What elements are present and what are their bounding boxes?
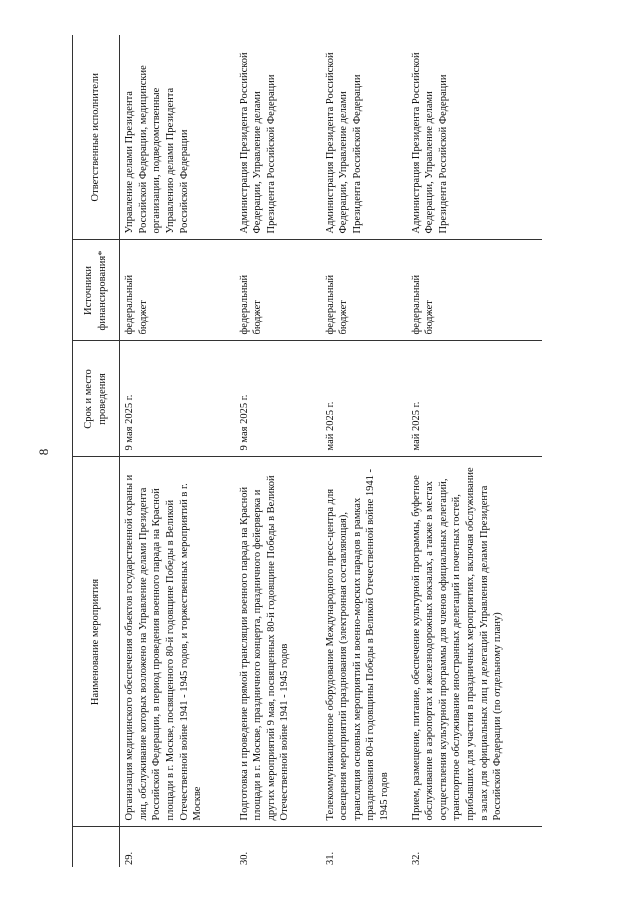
event-responsible: Администрация Президента Российской Федерации, Управление делами Президента Российской Федерации — [321, 35, 407, 240]
table-row — [321, 35, 407, 867]
header-responsible: Ответственные исполнители — [73, 35, 120, 240]
event-funding: федеральный бюджет — [120, 240, 235, 341]
event-responsible: Администрация Президента Российской Федерации, Управление делами Президента Российской Федерации — [407, 35, 543, 240]
table-header-row — [73, 35, 120, 867]
event-term: 9 мая 2025 г. — [235, 341, 321, 457]
event-name: Прием, размещение, питание, обеспечение культурной программы, буфетное обслуживание в аэропортах и железнодорожных вокзалах, а также в местах осуществления культурной программы для членов официальных делегаций, транспортное обслуживание иностранных делегаций и почетных гостей, прибывших для участия в праздничных мероприятиях, включая обслуживание в залах для официальных лиц и делегаций Управления делами Президента Российской Федерации (по отдельному плану) — [407, 457, 543, 827]
page-number: 8 — [36, 448, 51, 456]
event-name: Телекоммуникационное оборудование Международного пресс-центра для освещения мероприятий празднования (электронная составляющая), трансляция основных мероприятий и военно-морских парадов в рамках празднования 80-й годовщины Победы в Великой Отечественной войне 1941 - 1945 годов — [321, 457, 407, 827]
table-row — [407, 35, 543, 867]
event-funding: федеральный бюджет — [407, 240, 543, 341]
header-name: Наименование мероприятия — [73, 457, 120, 827]
row-number: 29. — [124, 851, 135, 865]
event-term: май 2025 г. — [407, 341, 543, 457]
event-responsible: Управление делами Президента Российской Федерации, медицинские организации, подведомственные Управлению делами Президента Российской Федерации — [120, 35, 235, 240]
event-name: Организация медицинского обеспечения объектов государственной охраны и лиц, обслуживание которых возложено на Управление делами Президента Российской Федерации, в период проведения военного парада на Красной площади в г. Москве, посвященного 80-й годовщине Победы в Великой Отечественной войне 1941 - 1945 годов, и торжественных мероприятий в г. Москве — [120, 457, 235, 827]
header-term: Срок и место проведения — [73, 341, 120, 457]
rotated-table-wrapper — [72, 35, 542, 867]
events-table — [72, 35, 542, 867]
header-number — [73, 827, 120, 867]
header-funding: Источники финансирования* — [73, 240, 120, 341]
event-term: май 2025 г. — [321, 341, 407, 457]
row-number: 31. — [324, 851, 336, 865]
event-responsible: Администрация Президента Российской Федерации, Управление делами Президента Российской Федерации — [235, 35, 321, 240]
row-number: 30. — [238, 851, 250, 865]
row-number: 32. — [410, 851, 422, 865]
event-term: 9 мая 2025 г. — [120, 341, 235, 457]
event-funding: федеральный бюджет — [235, 240, 321, 341]
table-row — [120, 35, 235, 867]
table-row — [235, 35, 321, 867]
event-funding: федеральный бюджет — [321, 240, 407, 341]
event-name: Подготовка и проведение прямой трансляции военного парада на Красной площади в г. Москве, праздничного концерта, праздничного фейерверка и других мероприятий 9 мая, посвященных 80-й годовщине Победы в Великой Отечественной войне 1941 - 1945 годов — [235, 457, 321, 827]
